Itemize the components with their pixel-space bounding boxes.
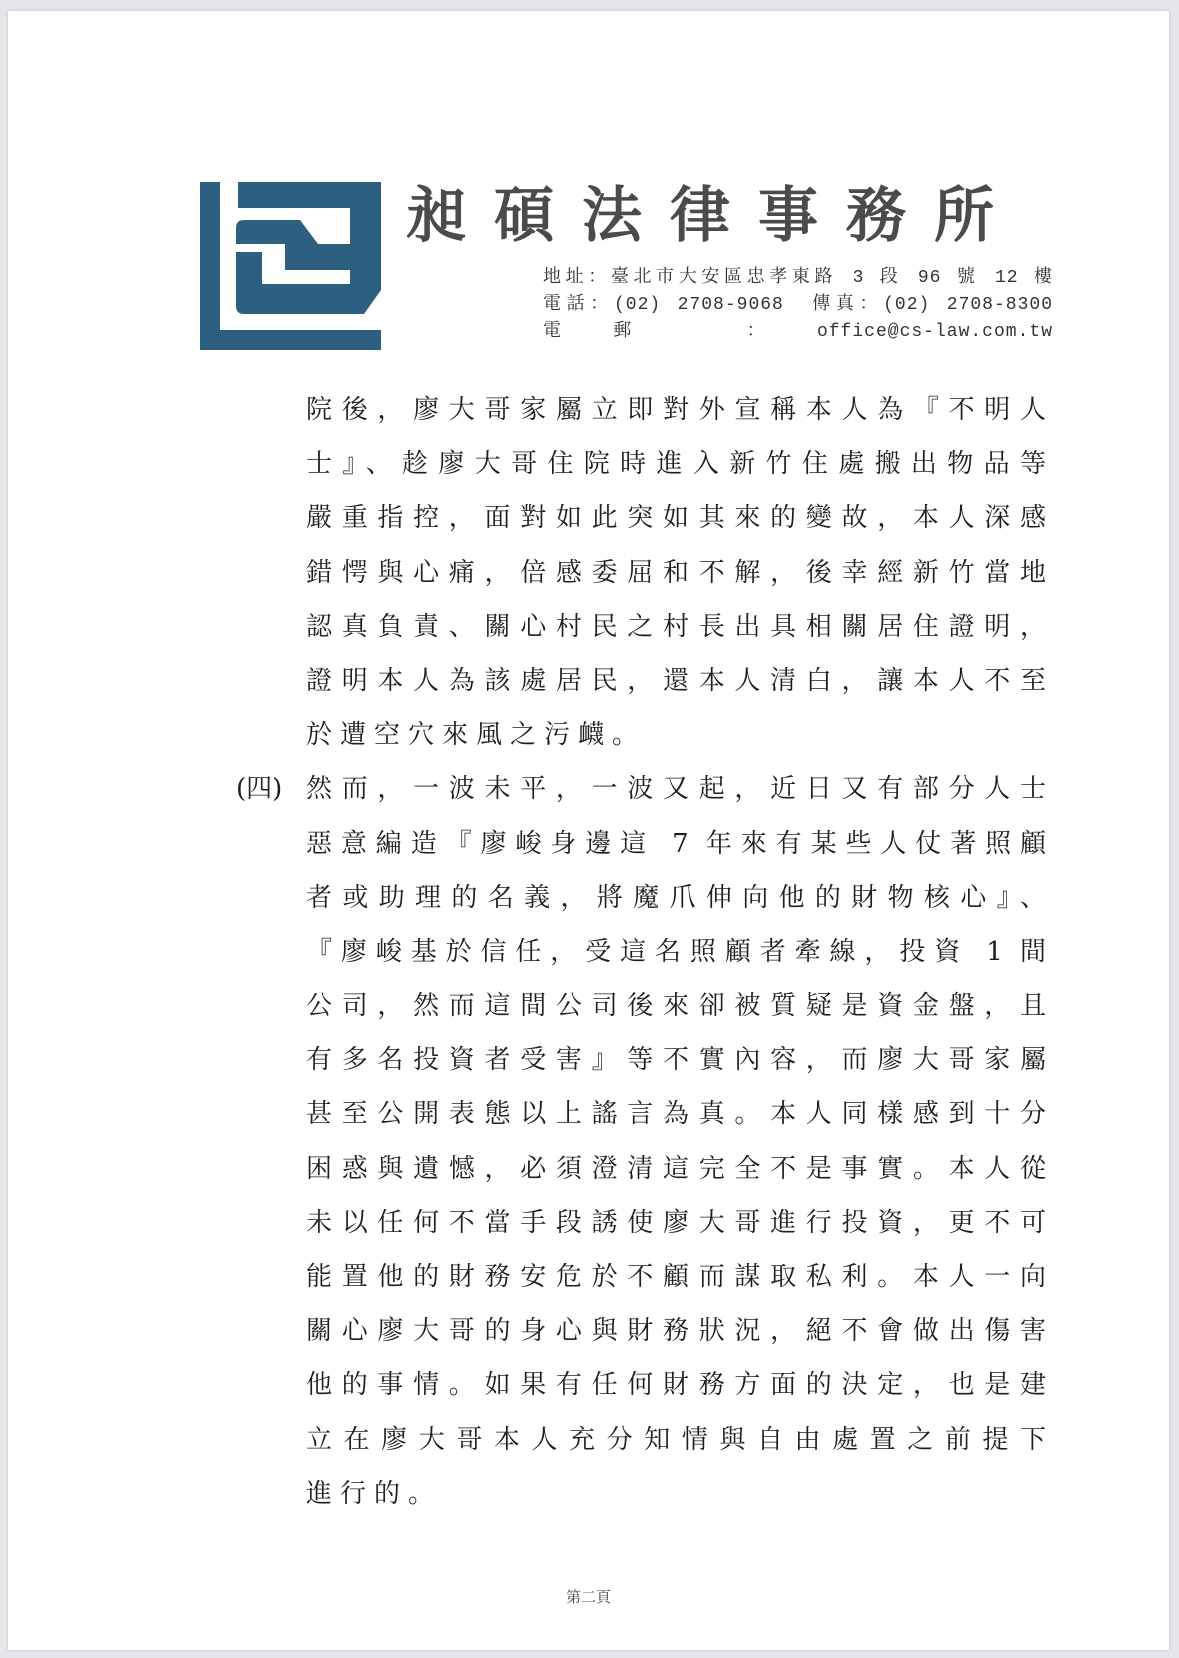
section-marker: (四) bbox=[236, 774, 283, 804]
address-line: 地址：臺北市大安區忠孝東路 3 段 96 號 12 樓 bbox=[543, 268, 1053, 288]
text-line: 然而，一波未平，一波又起，近日又有部分人士 bbox=[306, 774, 1046, 805]
text-line: 嚴重指控，面對如此突如其來的變故，本人深感 bbox=[306, 503, 1046, 534]
text-line: 甚至公開表態以上謠言為真。本人同樣感到十分 bbox=[306, 1099, 1046, 1130]
email-line: 電郵 ：office@cs-law.com.tw bbox=[543, 322, 1053, 342]
text-line: 公司，然而這間公司後來卻被質疑是資金盤，且 bbox=[306, 991, 1046, 1022]
letter-body bbox=[306, 383, 1046, 1521]
phone-fax-line: 電話：(02) 2708-9068 傳真：(02) 2708-8300 bbox=[543, 295, 1053, 315]
text-line: 進行的。 bbox=[306, 1478, 443, 1509]
text-line: 士』、趁廖大哥住院時進入新竹住處搬出物品等 bbox=[306, 449, 1046, 480]
text-line: 關心廖大哥的身心與財務狀況，絕不會做出傷害 bbox=[306, 1316, 1046, 1347]
paragraph-continued bbox=[306, 383, 1046, 762]
firm-name-title: 昶碩法律事務所 bbox=[406, 181, 1022, 251]
text-line: 立在廖大哥本人充分知情與自由處置之前提下 bbox=[306, 1424, 1046, 1455]
text-line: 錯愕與心痛，倍感委屈和不解，後幸經新竹當地 bbox=[306, 557, 1046, 588]
text-line: 未以任何不當手段誘使廖大哥進行投資，更不可 bbox=[306, 1207, 1046, 1238]
text-line: 能置他的財務安危於不顧而謀取私利。本人一向 bbox=[306, 1262, 1046, 1292]
text-line: 於遭空穴來風之污衊。 bbox=[306, 720, 647, 751]
text-line: 困惑與遺憾，必須澄清這完全不是事實。本人從 bbox=[306, 1153, 1046, 1184]
page-number: 第二頁 bbox=[565, 1588, 611, 1606]
cs-law-logo-icon bbox=[200, 172, 381, 350]
contact-block bbox=[543, 265, 1053, 346]
text-line: 證明本人為該處居民，還本人清白，讓本人不至 bbox=[306, 665, 1046, 696]
text-line: 有多名投資者受害』等不實內容，而廖大哥家屬 bbox=[306, 1045, 1046, 1076]
text-line: 惡意編造『廖峻身邊這 7 年來有某些人仗著照顧 bbox=[306, 828, 1046, 859]
document-page bbox=[8, 11, 1169, 1650]
text-line: 認真負責、關心村民之村長出具相關居住證明， bbox=[306, 611, 1046, 642]
text-line: 院後，廖大哥家屬立即對外宣稱本人為『不明人 bbox=[306, 395, 1046, 425]
text-line: 者或助理的名義，將魔爪伸向他的財物核心』、 bbox=[306, 882, 1046, 913]
text-line: 『廖峻基於信任，受這名照顧者牽線，投資 1 間 bbox=[306, 936, 1046, 967]
paragraph-four bbox=[306, 762, 1046, 1521]
text-line: 他的事情。如果有任何財務方面的決定，也是建 bbox=[306, 1370, 1046, 1401]
